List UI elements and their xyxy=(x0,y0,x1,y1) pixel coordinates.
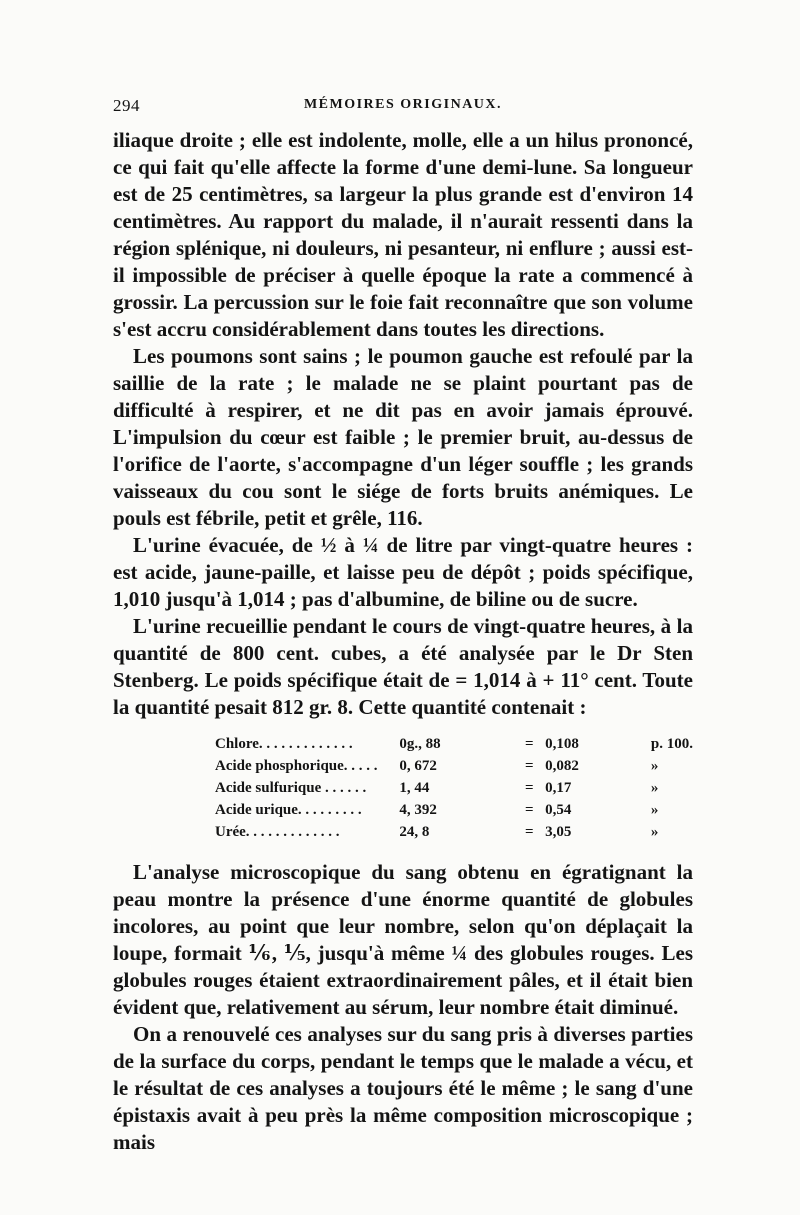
page-header xyxy=(113,96,693,122)
table-cell-unit: » xyxy=(650,780,659,796)
table-cell-eq: = xyxy=(525,758,534,774)
table-cell-name: Urée. . . . . . . . . . . . . xyxy=(215,824,340,840)
page-body xyxy=(113,127,693,1156)
table-cell-unit: » xyxy=(650,802,659,818)
table-row xyxy=(215,755,693,777)
table-row xyxy=(215,821,693,843)
paragraph: iliaque droite ; elle est indolente, molle, elle a un hilus prononcé, ce qui fait qu'elle affecte la forme d'une demi-lune. Sa longueur est de 25 centimètres, sa largeur la plus grande est d'environ 14 centimètres. Au rapport du malade, il n'aurait ressenti dans la région splénique, ni douleurs, ni pesanteur, ni enflure ; aussi est-il impossible de préciser à quelle époque la rate a commencé à grossir. La percussion sur le foie fait reconnaître que son volume s'est accru considérablement dans toutes les directions. xyxy=(113,128,693,341)
table-cell-value: 0, 672 xyxy=(399,758,437,774)
paragraph: Les poumons sont sains ; le poumon gauche est refoulé par la saillie de la rate ; le malade ne se plaint pourtant pas de difficulté à respirer, et ne dit pas en avoir jamais éprouvé. L'impulsion du cœur est faible ; le premier bruit, au-dessus de l'orifice de l'aorte, s'accompagne d'un léger souffle ; les grands vaisseaux du cou sont le siége de forts bruits anémiques. Le pouls est fébrile, petit et grêle, 116. xyxy=(113,344,693,530)
table-cell-value: 24, 8 xyxy=(399,824,430,840)
table-cell-unit: » xyxy=(650,824,659,840)
table-cell-name: Chlore. . . . . . . . . . . . . xyxy=(215,736,353,752)
table-row xyxy=(215,777,693,799)
table-cell-value: 1, 44 xyxy=(399,780,430,796)
table-cell-percent: 3,05 xyxy=(545,824,572,840)
table-cell-name: Acide sulfurique . . . . . . xyxy=(215,780,367,796)
paragraph: L'urine évacuée, de ½ à ¼ de litre par vingt-quatre heures : est acide, jaune-paille, et laisse peu de dépôt ; poids spécifique, 1,010 jusqu'à 1,014 ; pas d'albumine, de biline ou de sucre. xyxy=(113,533,693,611)
table-row xyxy=(215,733,693,755)
table-cell-name: Acide urique. . . . . . . . . xyxy=(215,802,362,818)
table-cell-percent: 0,54 xyxy=(545,802,572,818)
urine-analysis-table xyxy=(215,733,693,843)
paragraph: On a renouvelé ces analyses sur du sang pris à diverses parties de la surface du corps, pendant le temps que le malade a vécu, et le résultat de ces analyses a toujours été le même ; le sang d'une épistaxis avait à peu près la même composition microscopique ; mais xyxy=(113,1022,693,1154)
page-number: 294 xyxy=(113,96,140,115)
table-cell-eq: = xyxy=(525,824,534,840)
table-cell-value: 0g., 88 xyxy=(399,736,441,752)
table-cell-percent: 0,082 xyxy=(545,758,579,774)
table-cell-unit: » xyxy=(650,758,659,774)
table-cell-eq: = xyxy=(525,780,534,796)
table-cell-unit: p. 100. xyxy=(650,736,693,752)
paragraph: L'analyse microscopique du sang obtenu en égratignant la peau montre la présence d'une énorme quantité de globules incolores, au point que leur nombre, selon qu'on déplaçait la loupe, formait ⅙, ⅕, jusqu'à même ¼ des globules rouges. Les globules rouges étaient extraordinairement pâles, et il était bien évident que, relativement au sérum, leur nombre était diminué. xyxy=(113,860,693,1019)
table-cell-eq: = xyxy=(525,802,534,818)
paragraph: L'urine recueillie pendant le cours de vingt-quatre heures, à la quantité de 800 cent. cubes, a été analysée par le Dr Sten Stenberg. Le poids spécifique était de = 1,014 à + 11° cent. Toute la quantité pesait 812 gr. 8. Cette quantité contenait : xyxy=(113,614,693,719)
table-cell-value: 4, 392 xyxy=(399,802,437,818)
table-row xyxy=(215,799,693,821)
running-title: MÉMOIRES ORIGINAUX. xyxy=(303,97,503,112)
table-cell-eq: = xyxy=(525,736,534,752)
table-cell-percent: 0,108 xyxy=(545,736,579,752)
table-cell-percent: 0,17 xyxy=(545,780,572,796)
table-cell-name: Acide phosphorique. . . . . xyxy=(215,758,378,774)
